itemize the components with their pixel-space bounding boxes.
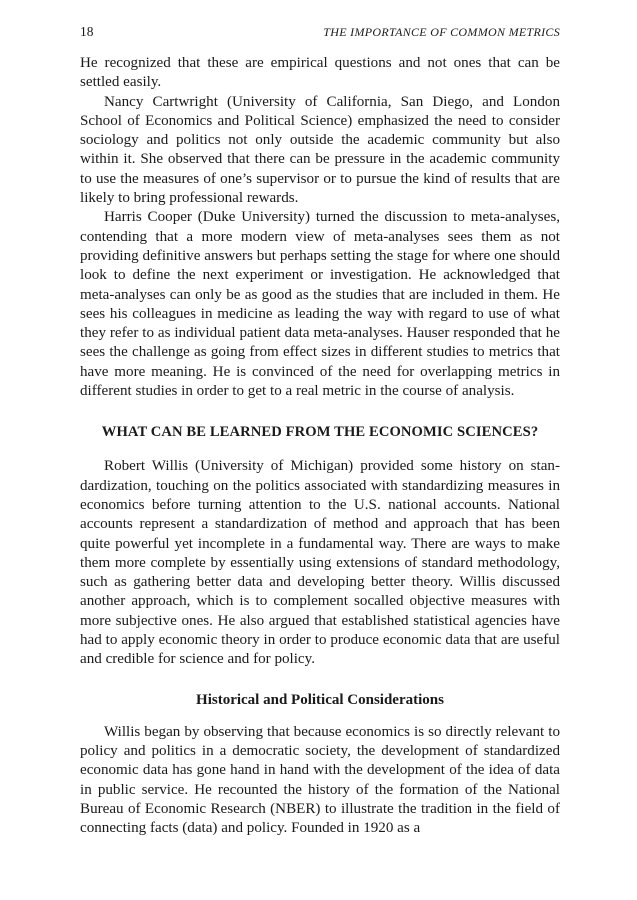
page-number: 18 [80, 24, 94, 39]
paragraph-2: Nancy Cartwright (University of California, San Diego, and London School of Economics and Political Science) emphasized the need to consider sociology and politics not only outside the academic community but also within it. She observed that there can be pressure in the academic community to use the measures of one’s supervisor or to pursue the kind of results that are likely to bring professional rewards. [80, 93, 560, 207]
paragraph-1: He recognized that these are empirical questions and not ones that can be settled easily. [80, 55, 560, 91]
document-page [80, 24, 560, 838]
paragraph-4: Robert Willis (University of Michigan) provided some history on standardization, touching on the politics associated with standardizing measures in economics before turning attention to the U.S. national accounts. National accounts represent a standardization of method and approach that has been quite powerful yet incomplete in a fundamental way. There are ways to make them more complete by essentially using extensions of standard methodology, such as gathering better data and developing better theory. Willis discussed another approach, which is to complement socalled objective measures with more subjective ones. He also argued that established statistical agencies have had to apply economic theory in order to produce economic data that are useful and credible for science and for policy. [80, 458, 560, 668]
running-header [80, 24, 560, 44]
section-heading: WHAT CAN BE LEARNED FROM THE ECONOMIC SCIENCES? [101, 424, 539, 441]
running-title: THE IMPORTANCE OF COMMON METRICS [323, 25, 560, 39]
paragraph-5: Willis began by observing that because economics is so directly relevant to policy and politics in a democratic society, the development of standardized economic data has gone hand in hand with the development of the idea of data in public service. He recounted the history of the formation of the National Bureau of Economic Research (NBER) to illustrate the tradition in the field of connecting facts (data) and policy. Founded in 1920 as a [80, 723, 560, 837]
subsection-heading: Historical and Political Considerations [196, 691, 444, 708]
paragraph-3: Harris Cooper (Duke University) turned the discussion to meta-analyses, contending that a more modern view of meta-analyses sees them as not providing definitive answers but perhaps setting the stage for where one should look to define the next experiment or investigation. He acknowledged that meta-analyses can only be as good as the studies that are included in them. He sees his colleagues in medicine as leading the way with regard to use of what they refer to as individual patient data meta-analyses. Hauser responded that he sees the challenge as going from effect sizes in different studies to metrics that have more meaning. He is convinced of the need for overlapping metrics in different studies in order to get to a real metric in the course of analysis. [80, 209, 560, 400]
